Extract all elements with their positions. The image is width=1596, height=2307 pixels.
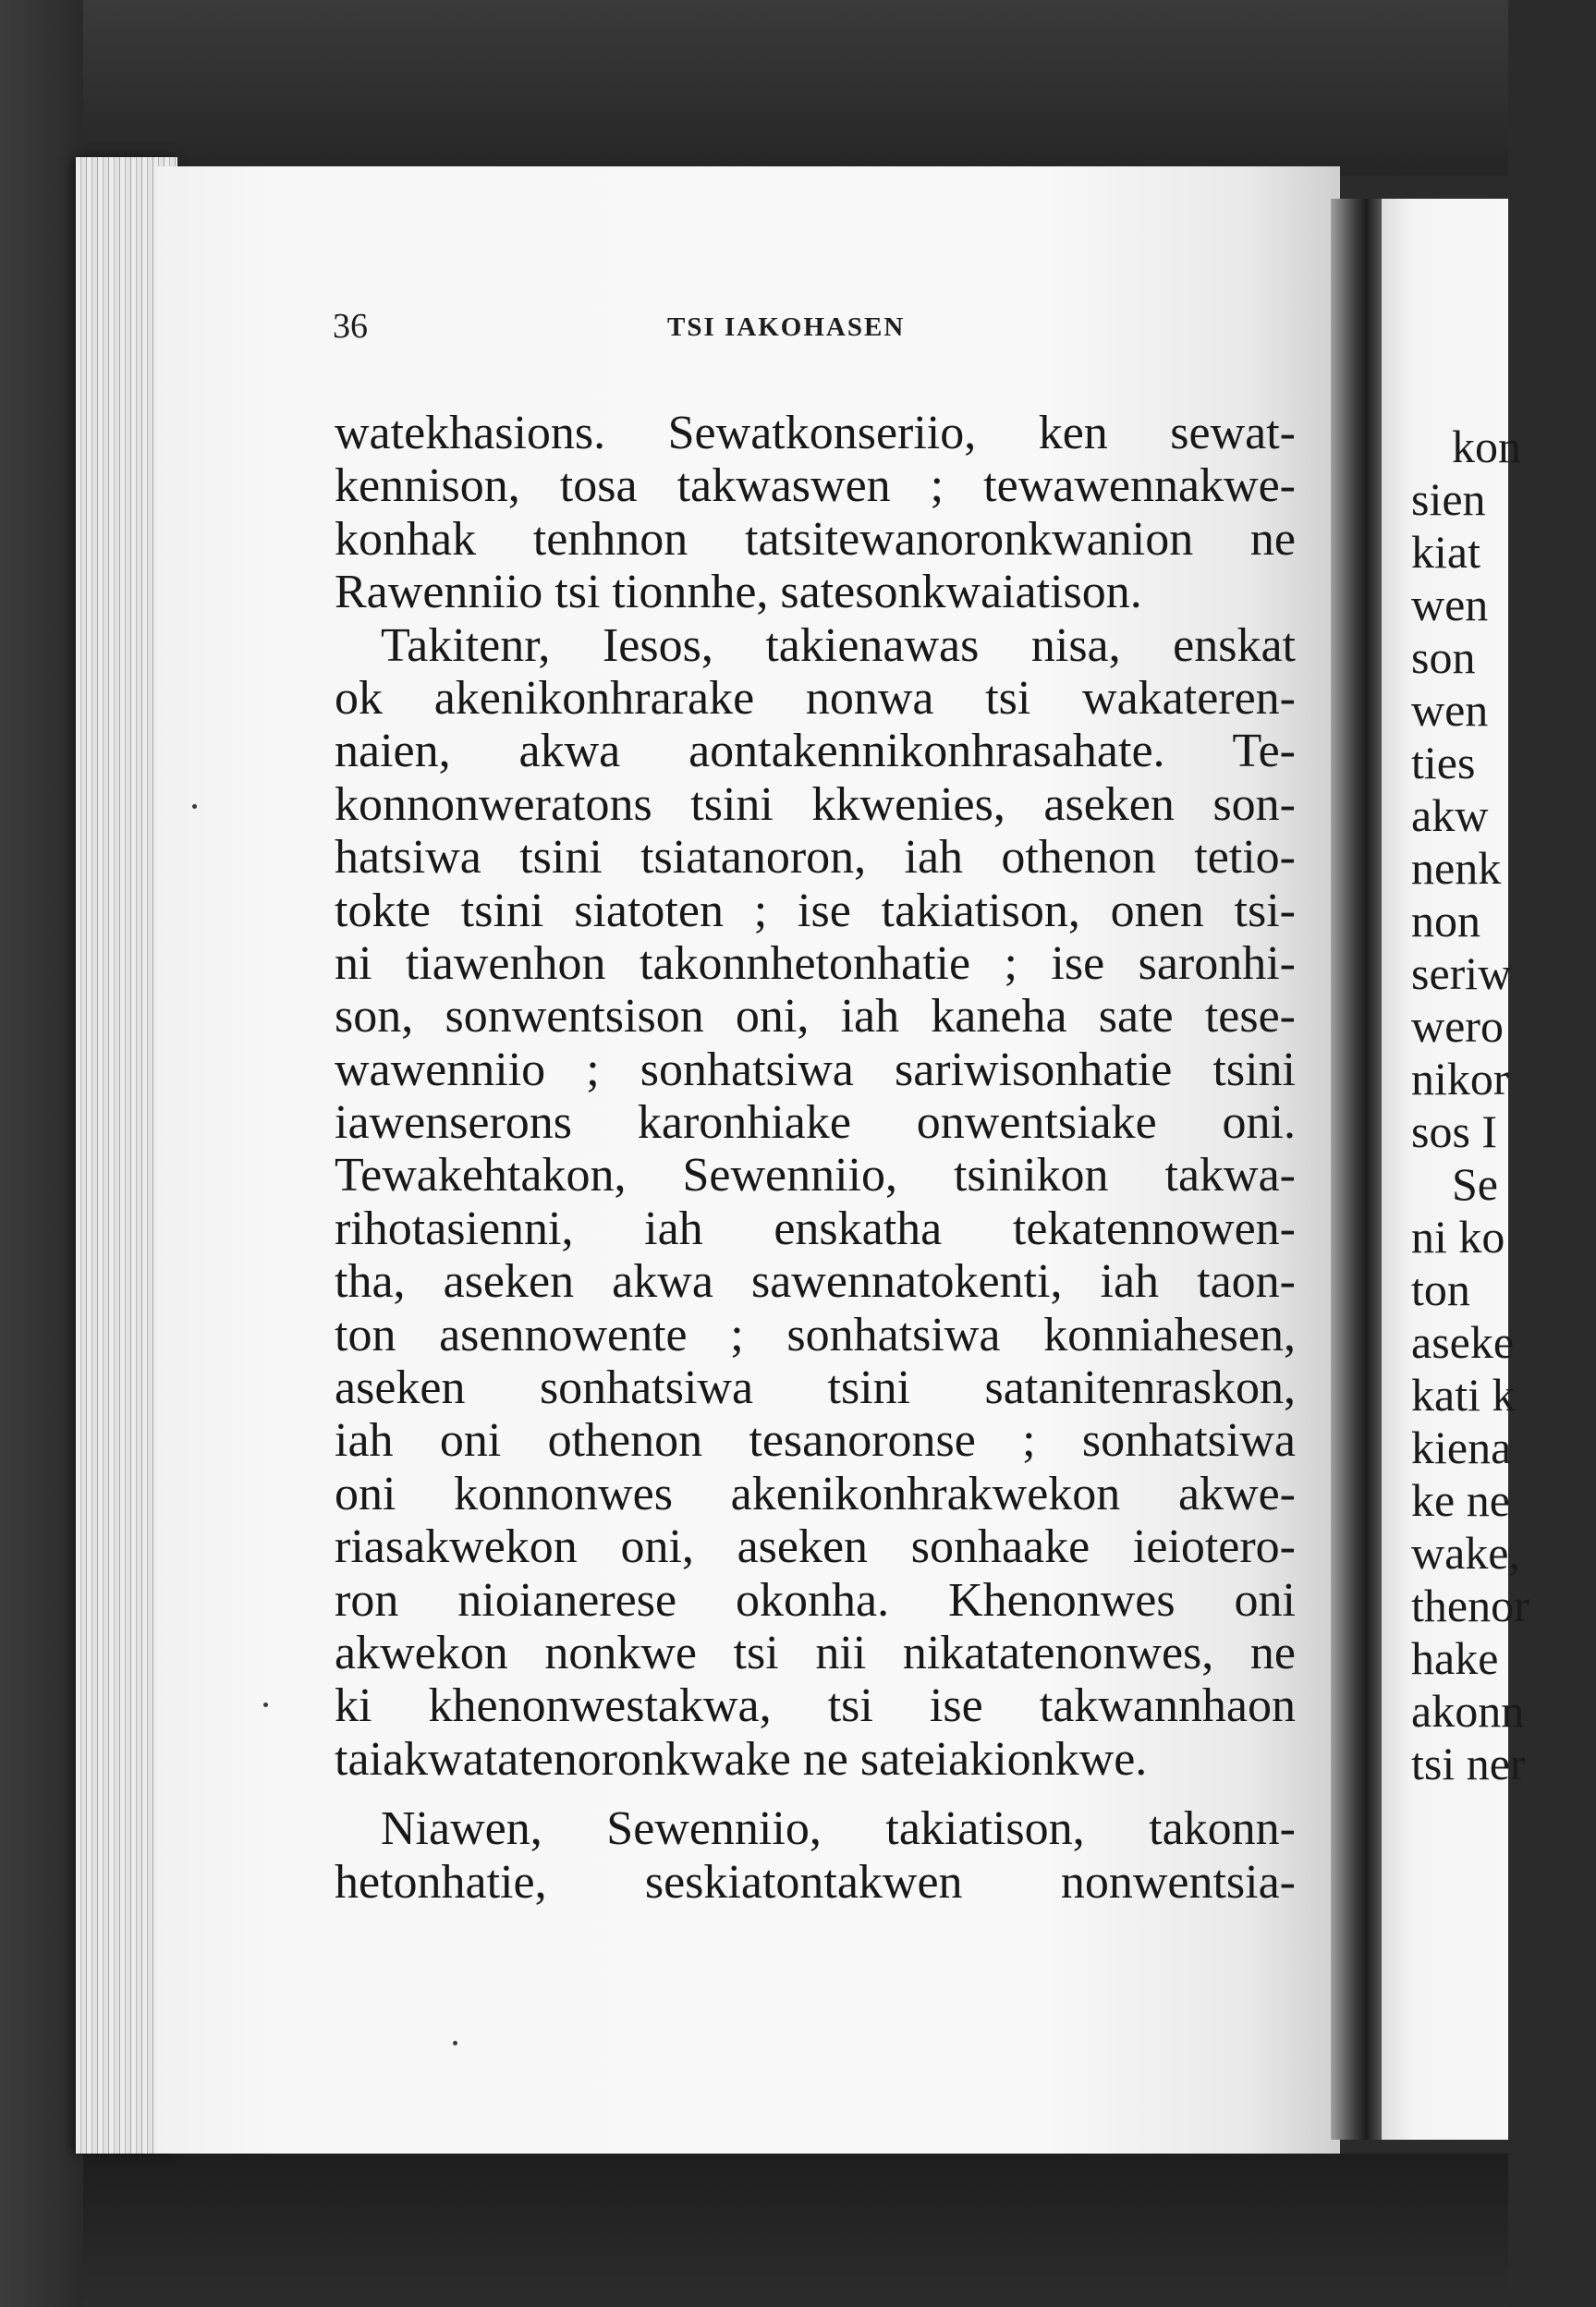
text-line: tha, aseken akwa sawennatokenti, iah taon- bbox=[335, 1255, 1296, 1309]
text-line: ron nioianerese okonha. Khenonwes oni bbox=[335, 1573, 1296, 1627]
text-line: aseken sonhatsiwa tsini satanitenraskon, bbox=[335, 1361, 1296, 1415]
text-fragment: wero bbox=[1411, 1000, 1504, 1052]
text-line: oni konnonwes akenikonhrakwekon akwe- bbox=[335, 1467, 1296, 1520]
text-line: hetonhatie, seskiatontakwen nonwentsia- bbox=[335, 1855, 1296, 1909]
background-top bbox=[0, 0, 1508, 176]
text-fragment: non bbox=[1411, 895, 1480, 946]
text-fragment: wake, bbox=[1411, 1527, 1520, 1579]
text-fragment: aseke bbox=[1411, 1316, 1515, 1368]
text-line: hatsiwa tsini tsiatanoron, iah othenon tetio- bbox=[335, 831, 1296, 885]
text-fragment: sos I bbox=[1411, 1105, 1498, 1157]
background-left bbox=[0, 0, 83, 2307]
text-fragment: wen bbox=[1411, 579, 1489, 630]
text-line: akwekon nonkwe tsi nii nikatatenonwes, ne bbox=[335, 1626, 1296, 1679]
text-fragment: thenor bbox=[1411, 1580, 1529, 1631]
text-fragment: Se bbox=[1452, 1158, 1498, 1210]
text-line: konhak tenhnon tatsitewanoronkwanion ne bbox=[335, 512, 1296, 566]
text-line: iawenserons karonhiake onwentsiake oni. bbox=[335, 1096, 1296, 1150]
text-line: Rawenniio tsi tionnhe, satesonkwaiatison. bbox=[335, 566, 1142, 619]
page-number: 36 bbox=[333, 307, 368, 346]
text-fragment: seriw bbox=[1411, 947, 1512, 999]
text-fragment: nikor bbox=[1411, 1053, 1509, 1105]
text-line: watekhasions. Sewatkonseriio, ken sewat- bbox=[335, 407, 1296, 459]
text-line: konnonweratons tsini kkwenies, aseken son- bbox=[335, 777, 1296, 831]
text-line: son, sonwentsison oni, iah kaneha sate tese- bbox=[335, 990, 1296, 1044]
text-line: rihotasienni, iah enskatha tekatennowen- bbox=[335, 1202, 1296, 1255]
text-fragment: sien bbox=[1411, 473, 1486, 525]
text-line: Niawen, Sewenniio, takiatison, takonn- bbox=[381, 1802, 1296, 1856]
paper-speck bbox=[192, 804, 197, 809]
text-fragment: nenk bbox=[1411, 842, 1502, 894]
running-title: TSI IAKOHASEN bbox=[667, 312, 906, 342]
text-fragment: kiena bbox=[1411, 1422, 1512, 1473]
text-fragment: kiat bbox=[1411, 526, 1480, 578]
paper-speck bbox=[263, 1703, 268, 1707]
text-line: naien, akwa aontakennikonhrasahate. Te- bbox=[335, 725, 1296, 778]
text-line: Takitenr, Iesos, takienawas nisa, enskat bbox=[381, 618, 1296, 672]
text-fragment: hake bbox=[1411, 1632, 1499, 1684]
text-line: ok akenikonhrarake nonwa tsi wakateren- bbox=[335, 671, 1296, 725]
paper-speck bbox=[453, 2041, 457, 2045]
text-line: ni tiawenhon takonnhetonhatie ; ise saronhi- bbox=[335, 936, 1296, 990]
text-fragment: ton bbox=[1411, 1263, 1470, 1315]
text-fragment: ke ne bbox=[1411, 1474, 1510, 1526]
running-head bbox=[333, 303, 1340, 349]
text-line: Tewakehtakon, Sewenniio, tsinikon takwa- bbox=[335, 1149, 1296, 1202]
text-fragment: kon bbox=[1452, 421, 1521, 472]
text-line: riasakwekon oni, aseken sonhaake ieiotero- bbox=[335, 1520, 1296, 1574]
text-fragment: ties bbox=[1411, 737, 1476, 788]
text-line: taiakwatatenoronkwake ne sateiakionkwe. bbox=[335, 1732, 1148, 1786]
text-fragment: kati k bbox=[1411, 1369, 1516, 1421]
text-line: tokte tsini siatoten ; ise takiatison, onen tsi- bbox=[335, 884, 1296, 937]
text-line: kennison, tosa takwaswen ; tewawennakwe- bbox=[335, 459, 1296, 513]
text-fragment: tsi ner bbox=[1411, 1738, 1526, 1789]
text-fragment: ni ko bbox=[1411, 1211, 1505, 1263]
text-line: iah oni othenon tesanoronse ; sonhatsiwa bbox=[335, 1414, 1296, 1468]
left-page-text bbox=[335, 407, 1296, 1909]
text-line: ki khenonwestakwa, tsi ise takwannhaon bbox=[335, 1679, 1296, 1733]
text-fragment: son bbox=[1411, 631, 1476, 683]
right-page-text-fragments bbox=[1411, 421, 1596, 1790]
background-bottom bbox=[0, 2154, 1508, 2307]
text-line: ton asennowente ; sonhatsiwa konniahesen, bbox=[335, 1308, 1296, 1361]
text-fragment: wen bbox=[1411, 684, 1489, 736]
text-fragment: akonn bbox=[1411, 1685, 1525, 1737]
text-fragment: akw bbox=[1411, 789, 1489, 841]
text-line: wawenniio ; sonhatsiwa sariwisonhatie tsini bbox=[335, 1043, 1296, 1096]
paragraph-gap bbox=[335, 1786, 1296, 1802]
